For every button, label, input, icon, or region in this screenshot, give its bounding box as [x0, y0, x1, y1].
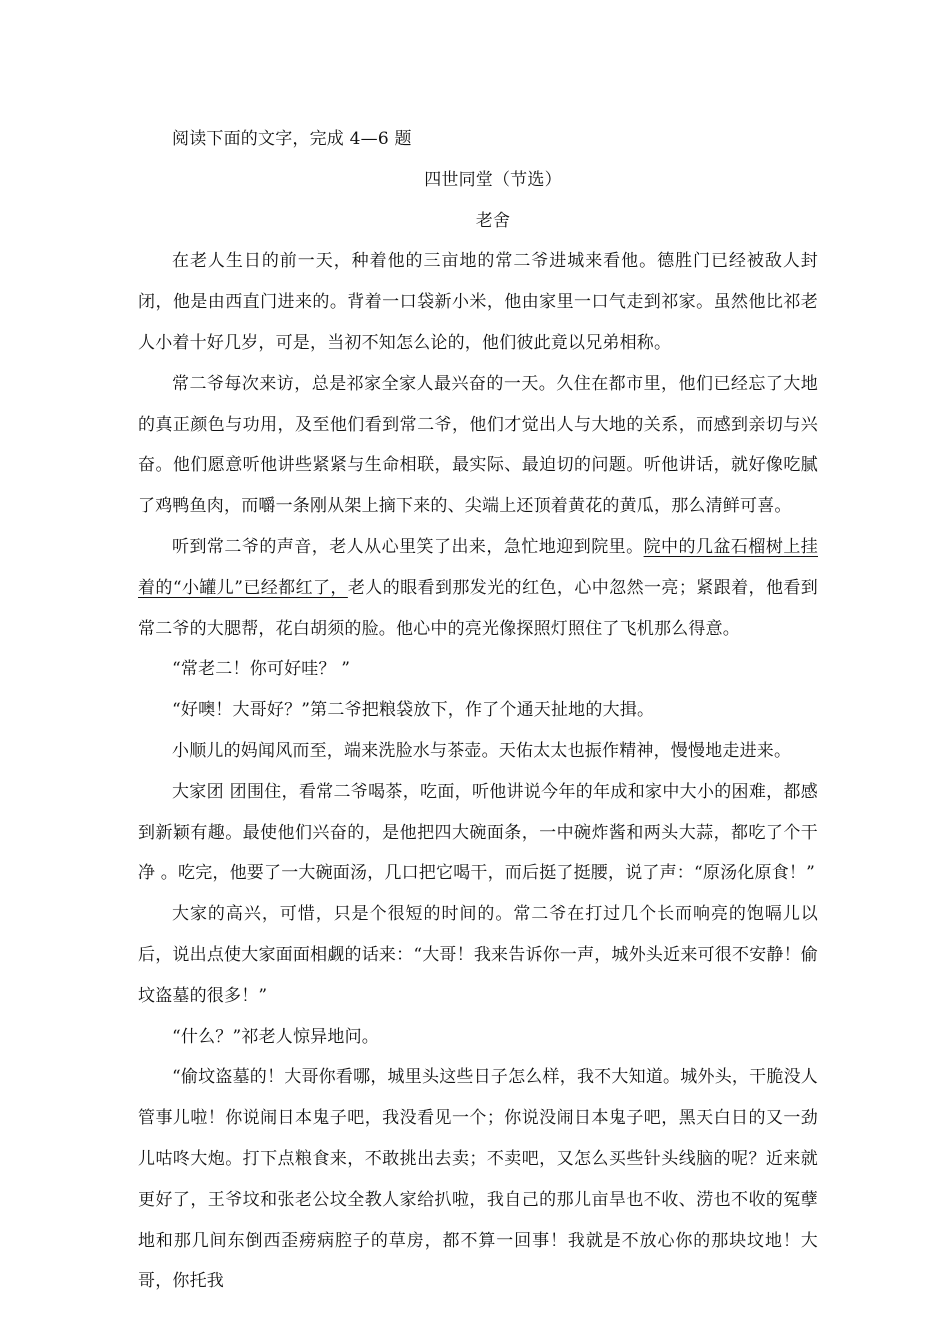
dialogue-line-1: “常老二！你可好哇？ ” — [172, 659, 351, 680]
document-body — [138, 119, 818, 1302]
underlined-sentence: 院中的几盆石榴树上挂着的“小罐儿”已经都红了， — [138, 536, 818, 598]
dialogue-line-3: “什么？”祁老人惊异地问。 — [172, 1026, 379, 1047]
paragraph-5: 大家团 团围住，看常二爷喝茶，吃面，听他讲说今年的年成和家中大小的困难，都感到新颖有趣。最使他们兴奋的，是他把四大碗面条，一中碗炸酱和两头大蒜，都吃了个干净 。吃完，他要了一大碗面汤，几口把它喝干，而后挺了挺腰，说了声：“原汤化原食！” — [138, 781, 818, 884]
paragraph-3-end: 老人的眼看到那发光的红色，心中忽然一亮；紧跟着，他看到常二爷的大腮帮，花白胡须的脸。他心中的亮光像探照灯照住了飞机那么得意。 — [138, 577, 818, 639]
paragraph-1: 在老人生日的前一天，种着他的三亩地的常二爷进城来看他。德胜门已经被敌人封闭，他是由西直门进来的。背着一口袋新小米，他由家里一口气走到祁家。虽然他比祁老人小着十好几岁，可是，当初不知怎么论的，他们彼此竟以兄弟相称。 — [138, 251, 818, 353]
article-title: 四世同堂（节选） — [424, 169, 562, 190]
paragraph-6: 大家的高兴，可惜，只是个很短的时间的。常二爷在打过几个长而响亮的饱嗝儿以后，说出点使大家面面相觑的话来：“大哥！我来告诉你一声，城外头近来可很不安静！偷坟盗墓的很多！” — [138, 904, 818, 1006]
article-author: 老舍 — [475, 210, 511, 231]
paragraph-3-start: 听到常二爷的声音，老人从心里笑了出来，急忙地迎到院里。 — [172, 536, 644, 557]
paragraph-4: 小顺儿的妈闻风而至，端来洗脸水与茶壶。天佑太太也振作精神，慢慢地走进来。 — [172, 740, 792, 761]
paragraph-7: “偷坟盗墓的！大哥你看哪，城里头这些日子怎么样，我不大知道。城外头，干脆没人管事儿啦！你说闹日本鬼子吧，我没看见一个；你说没闹日本鬼子吧，黑天白日的又一劲儿咕咚大炮。打下点粮食来，不敢挑出去卖；不卖吧，又怎么买些针头线脑的呢？近来就更好了，王爷坟和张老公坟全教人家给扒啦，我自己的那儿亩旱也不收、涝也不收的冤孽地和那几间东倒西歪痨病腔子的草房，都不算一回事！我就是不放心你的那块坟地！大哥，你托我 — [138, 1067, 818, 1292]
reading-instruction: 阅读下面的文字，完成 4—6 题 — [172, 129, 412, 149]
paragraph-3 — [138, 527, 818, 649]
dialogue-line-2: “好噢！大哥好？”第二爷把粮袋放下，作了个通天扯地的大揖。 — [172, 700, 655, 721]
paragraph-2: 常二爷每次来访，总是祁家全家人最兴奋的一天。久住在都市里，他们已经忘了大地的真正颜色与功用，及至他们看到常二爷，他们才觉出人与大地的关系，而感到亲切与兴奋。他们愿意听他讲些紧紧与生命相联，最实际、最迫切的问题。听他讲话，就好像吃腻了鸡鸭鱼肉，而嚼一条刚从架上摘下来的、尖端上还顶着黄花的黄瓜，那么清鲜可喜。 — [138, 373, 818, 517]
